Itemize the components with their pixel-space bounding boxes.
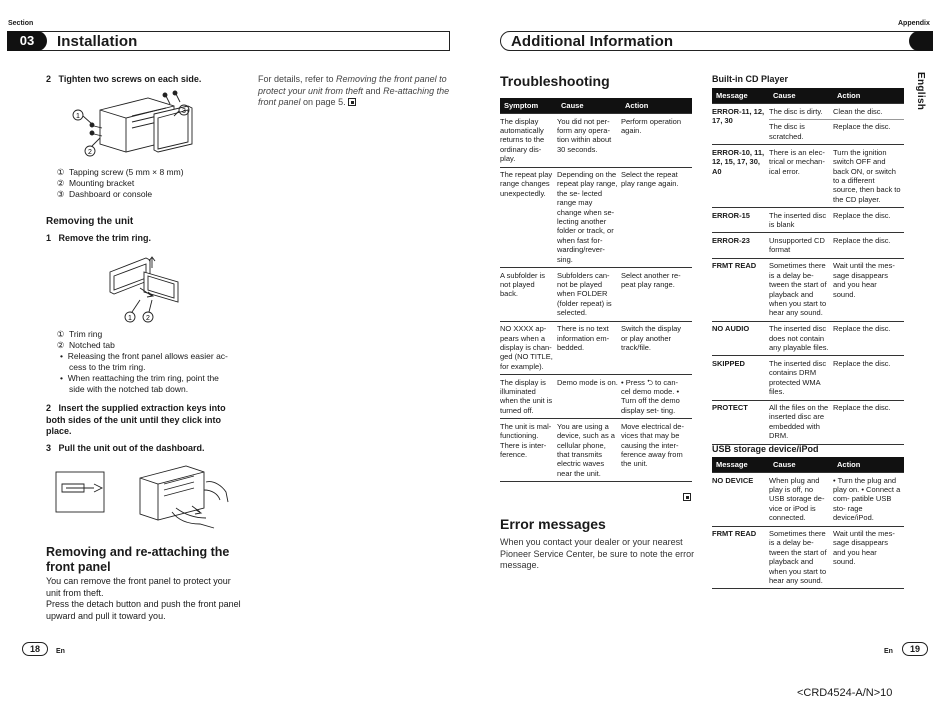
error-messages-text: When you contact your dealer or your nearest Pioneer Service Center, be sure to note the error message. xyxy=(500,537,695,570)
table-row: ERROR-10, 11, 12, 15, 17, 30, A0 There is an elec- trical or mechan- ical error. Turn the ignition switch OFF and back ON, or switch to a different source, then back to the CD player. xyxy=(712,145,904,208)
error-messages-heading: Error messages xyxy=(500,516,606,532)
column-header: Action xyxy=(833,88,904,104)
table-row: ERROR-11, 12, 17, 30 The disc is dirty. Clean the disc. xyxy=(712,104,904,120)
legend-item: ② Notched tab xyxy=(56,340,115,350)
english-side-tab: English xyxy=(915,72,926,111)
troubleshooting-table xyxy=(500,98,692,482)
table-row: A subfolder is not played back. Subfolders can- not be played when FOLDER (folder repeat) is selected. Select another re- peat play range. xyxy=(500,268,692,322)
front-panel-heading: Removing and re-attaching the front panel xyxy=(46,545,230,574)
column-header: Cause xyxy=(769,88,833,104)
installation-title: Installation xyxy=(57,32,138,50)
bullet-item: • Releasing the front panel allows easier ac- cess to the trim ring. xyxy=(60,351,228,372)
header-end-cap xyxy=(909,31,933,51)
remove-step2: 2 Insert the supplied extraction keys into both sides of the unit until they click into place. xyxy=(46,403,226,436)
details-link-2[interactable]: Re-attaching the front panel xyxy=(258,85,450,107)
svg-text:2: 2 xyxy=(146,315,150,322)
table-row: NO XXXX ap- pears when a display is chan- ged (NO TITLE, for example). There is no text information em- bedded. Switch the display or play another track/file. xyxy=(500,321,692,375)
left-page-number: 18 xyxy=(22,642,48,656)
additional-info-header-bar xyxy=(500,31,932,51)
table-header-row xyxy=(500,98,692,114)
cd-error-table xyxy=(712,88,904,445)
table-row: NO DEVICE When plug and play is off, no USB storage de- vice or iPod is connected. • Turn the plug and play on. • Connect a com- patible USB sto- rage device/iPod. xyxy=(712,473,904,527)
table-row: NO AUDIO The inserted disc does not contain any playable files. Replace the disc. xyxy=(712,321,904,356)
front-panel-text-2: Press the detach button and push the front panel upward and pull it toward you. xyxy=(46,599,241,621)
svg-text:2: 2 xyxy=(88,149,92,156)
legend-list-1 xyxy=(56,167,256,200)
table-row: FRMT READ Sometimes there is a delay be- tween the start of playback and when you start to hear any sound. Wait until the mes- sage disappears and you hear sound. xyxy=(712,258,904,321)
remove-step1: 1 Remove the trim ring. xyxy=(46,233,152,243)
right-page-number: 19 xyxy=(902,642,928,656)
details-link-1[interactable]: Removing the front panel to protect your unit from theft xyxy=(258,74,447,96)
table-row: The repeat play range changes unexpectedly. Depending on the repeat play range, the se- lected range may change when se- lecting another folder or track, or when fast for- warding/rever- sing. Select the repeat play range again. xyxy=(500,167,692,268)
legend-list-2 xyxy=(56,329,256,351)
bullet-list xyxy=(56,351,236,395)
column-header: Action xyxy=(621,98,692,114)
table-row: SKIPPED The inserted disc contains DRM protected WMA files. Replace the disc. xyxy=(712,356,904,400)
table-row: PROTECT All the files on the inserted disc are embedded with DRM. Replace the disc. xyxy=(712,400,904,444)
table-row: ERROR-15 The inserted disc is blank Replace the disc. xyxy=(712,208,904,233)
table-header-row xyxy=(712,457,904,473)
section-label: Section xyxy=(8,20,34,27)
svg-text:1: 1 xyxy=(76,113,80,120)
table-row: FRMT READ Sometimes there is a delay be- tween the start of playback and when you start to hear any sound. Wait until the mes- sage disappears and you hear sound. xyxy=(712,526,904,589)
bullet-item: • When reattaching the trim ring, point the side with the notched tab down. xyxy=(60,373,219,394)
step2 xyxy=(46,74,246,86)
usb-error-table xyxy=(712,457,904,589)
additional-info-title: Additional Information xyxy=(511,32,674,50)
column-header: Message xyxy=(712,457,769,473)
right-lang: En xyxy=(884,648,893,655)
mounting-bracket-illustration xyxy=(70,88,200,160)
legend-item: ② Mounting bracket xyxy=(56,178,135,188)
table-row: The display automatically returns to the ordinary dis- play. You did not per- form any opera- tion within about 30 seconds. Perform operation again. xyxy=(500,114,692,168)
cd-player-heading: Built-in CD Player xyxy=(712,74,789,84)
step-text: Tighten two screws on each side. xyxy=(58,74,202,84)
svg-text:3: 3 xyxy=(182,108,186,115)
end-mark-icon xyxy=(348,98,356,106)
legend-item: ③ Dashboard or console xyxy=(56,189,153,199)
column-header: Message xyxy=(712,88,769,104)
step-number: 2 xyxy=(46,74,52,84)
column-header: Cause xyxy=(557,98,621,114)
extraction-keys-illustration xyxy=(54,462,230,532)
trim-ring-illustration xyxy=(100,250,190,326)
usb-heading: USB storage device/iPod xyxy=(712,444,819,454)
end-mark-icon xyxy=(683,493,691,501)
appendix-label: Appendix xyxy=(898,20,930,27)
column-header: Action xyxy=(833,457,904,473)
table-row: The unit is mal- functioning. There is inter- ference. You are using a device, such as a cellular phone, that transmits electric waves near the unit. Move electrical de- vices that may be causing the inter- ference away from the unit. xyxy=(500,419,692,482)
front-panel-text-1: You can remove the front panel to protect your unit from theft. xyxy=(46,576,231,598)
left-lang: En xyxy=(56,648,65,655)
details-note: For details, refer to Removing the front panel to protect your unit from theft and Re-attaching the front panel on page 5. xyxy=(258,74,450,107)
table-header-row xyxy=(712,88,904,104)
installation-header-bar xyxy=(8,31,450,51)
legend-item: ① Trim ring xyxy=(56,329,103,339)
section-number: 03 xyxy=(7,31,47,51)
remove-step3: 3 Pull the unit out of the dashboard. xyxy=(46,443,205,453)
troubleshooting-heading: Troubleshooting xyxy=(500,73,610,89)
legend-item: ① Tapping screw (5 mm × 8 mm) xyxy=(56,167,184,177)
column-header: Symptom xyxy=(500,98,557,114)
table-row: ERROR-23 Unsupported CD format Replace the disc. xyxy=(712,233,904,258)
footer-code: <CRD4524-A/N>10 xyxy=(797,687,893,699)
column-header: Cause xyxy=(769,457,833,473)
removing-unit-heading: Removing the unit xyxy=(46,216,134,227)
table-row: The disc is scratched. Replace the disc. xyxy=(712,119,904,144)
svg-text:1: 1 xyxy=(128,315,132,322)
table-row: The display is illuminated when the unit is turned off. Demo mode is on. • Press ⮌ to can- cel demo mode. • Turn off the demo display set- ting. xyxy=(500,375,692,419)
